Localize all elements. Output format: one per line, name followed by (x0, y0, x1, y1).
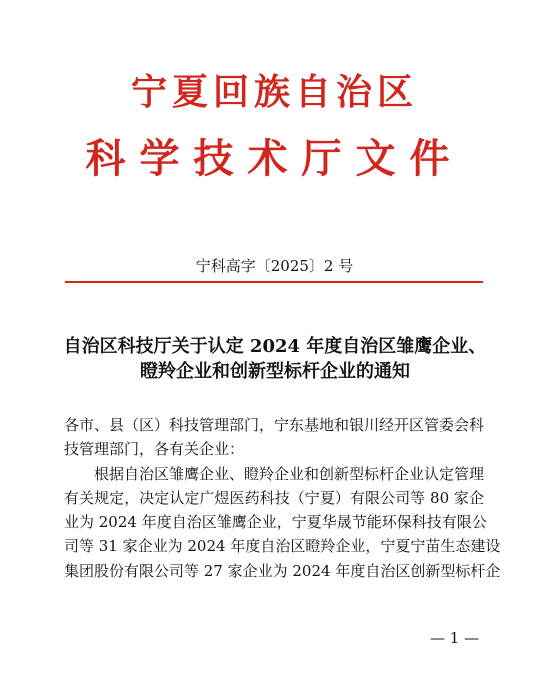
paragraph-line-3: 业为 2024 年度自治区雏鹰企业，宁夏华晟节能环保科技有限公 (64, 513, 487, 532)
notice-body (64, 413, 501, 583)
document-type-title: 科学技术厅文件 (85, 135, 464, 182)
paragraph-line-4: 司等 31 家企业为 2024 年度自治区瞪羚企业，宁夏宁苗生态建设 (64, 537, 501, 556)
notice-title (40, 334, 510, 384)
notice-title-line-2: 瞪羚企业和创新型标杆企业的通知 (140, 361, 410, 382)
salutation-line-1: 各市、县（区）科技管理部门，宁东基地和银川经开区管委会科 (64, 416, 485, 434)
notice-title-line-1: 自治区科技厅关于认定 2024 年度自治区雏鹰企业、 (63, 336, 487, 357)
red-divider (65, 281, 483, 283)
document-number: 宁科高字〔2025〕2 号 (195, 257, 354, 275)
paragraph-line-1: 根据自治区雏鹰企业、瞪羚企业和创新型标杆企业认定管理 (94, 464, 485, 483)
salutation-line-2: 技管理部门，各有关企业： (64, 440, 245, 459)
paragraph-line-2: 有关规定，决定认定广煜医药科技（宁夏）有限公司等 80 家企 (64, 488, 484, 507)
issuer-name: 宁夏回族自治区 (130, 71, 418, 113)
paragraph-line-5: 集团股份有限公司等 27 家企业为 2024 年度自治区创新型标杆企 (64, 561, 501, 580)
page-number: — 1 — (430, 629, 480, 647)
